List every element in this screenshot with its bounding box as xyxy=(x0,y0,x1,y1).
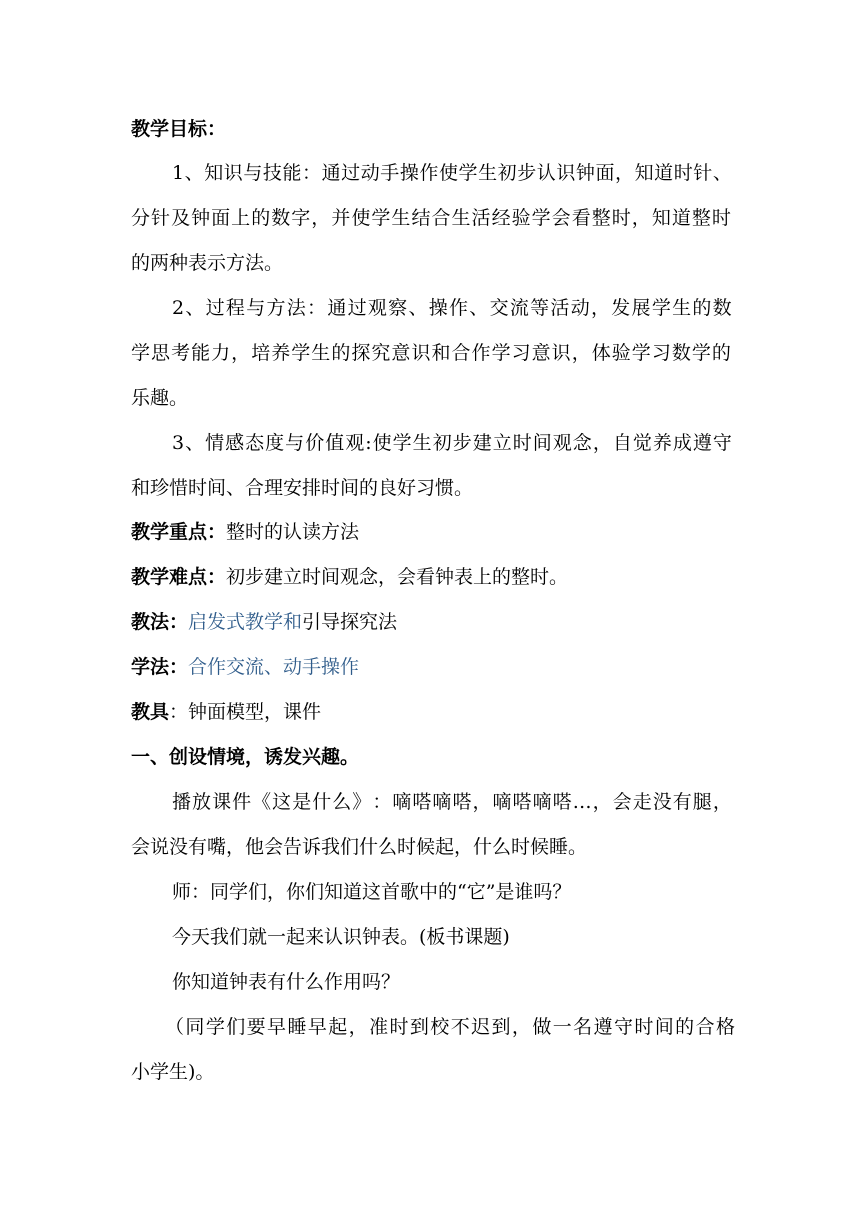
teaching-method-text: 引导探究法 xyxy=(302,611,398,633)
section-1-para-5-line-1: （ 同 学 们 要 早 睡 早 起 ， 准 时 到 校 不 迟 到 ， 做 一 名 遵 守 时 间 的 合 格 xyxy=(165,1016,735,1038)
tools-text: ：钟面模型，课件 xyxy=(169,701,322,723)
objective-1-line-1: 1 、 知 识 与 技 能 ： 通 过 动 手 操 作 使 学 生 初 步 认 识 钟 面 ， 知 道 时 针 、 xyxy=(172,162,732,184)
section-1-para-3: 今天我们就一起来认识钟表。(板书课题) xyxy=(172,926,510,948)
objective-2-line-1: 2 、 过 程 与 方 法 ： 通 过 观 察 、 操 作 、 交 流 等 活 动 ， 发 展 学 生 的 数 xyxy=(172,297,732,319)
teaching-method-label: 教法： xyxy=(131,611,189,633)
tools-label: 教具 xyxy=(131,701,170,723)
objective-2-line-2: 学 思 考 能 力 ， 培 养 学 生 的 探 究 意 识 和 合 作 学 习 意 识 ， 体 验 学 习 数 学 的 xyxy=(131,342,731,364)
objective-2-line-3: 乐趣。 xyxy=(131,387,189,409)
teaching-method-text-blue: 启发式教学和 xyxy=(188,611,303,633)
section-1-heading: 一、创设情境，诱发兴趣。 xyxy=(131,746,360,768)
objectives-heading: 教学目标： xyxy=(131,118,227,140)
tools-row xyxy=(131,700,731,724)
section-1-para-5-line-2: 小学生)。 xyxy=(131,1061,215,1083)
difficulty-text: 初步建立时间观念，会看钟表上的整时。 xyxy=(226,566,569,588)
section-1-para-1-line-2: 会说没有嘴，他会告诉我们什么时候起，什么时候睡。 xyxy=(131,836,588,858)
objective-3-line-1: 3 、 情 感 态 度 与 价 值 观 : 使 学 生 初 步 建 立 时 间 观 念 ， 自 觉 养 成 遵 守 xyxy=(172,432,732,454)
objective-1-line-3: 的两种表示方法。 xyxy=(131,252,284,274)
objective-3-line-2: 和珍惜时间、合理安排时间的良好习惯。 xyxy=(131,477,474,499)
key-point-text: 整时的认读方法 xyxy=(226,521,360,543)
key-point-label: 教学重点： xyxy=(131,521,227,543)
difficulty-label: 教学难点： xyxy=(131,566,227,588)
key-point-row xyxy=(131,520,731,544)
section-1-para-1-line-1: 播 放 课 件 《 这 是 什 么 》 ： 嘀 嗒 嘀 嗒 ， 嘀 嗒 嘀 嗒 … ， 会 走 没 有 腿 ， xyxy=(172,791,732,813)
teaching-method-row xyxy=(131,610,731,634)
learning-method-row xyxy=(131,655,731,679)
learning-method-label: 学法： xyxy=(131,656,189,678)
learning-method-text: 合作交流、动手操作 xyxy=(188,656,360,678)
section-1-para-4: 你知道钟表有什么作用吗？ xyxy=(172,971,401,993)
objective-1-line-2: 分 针 及 钟 面 上 的 数 字 ， 并 使 学 生 结 合 生 活 经 验 学 会 看 整 时 ， 知 道 整 时 xyxy=(131,207,731,229)
difficulty-row xyxy=(131,565,731,589)
section-1-para-2: 师：同学们，你们知道这首歌中的“它”是谁吗？ xyxy=(172,881,572,903)
